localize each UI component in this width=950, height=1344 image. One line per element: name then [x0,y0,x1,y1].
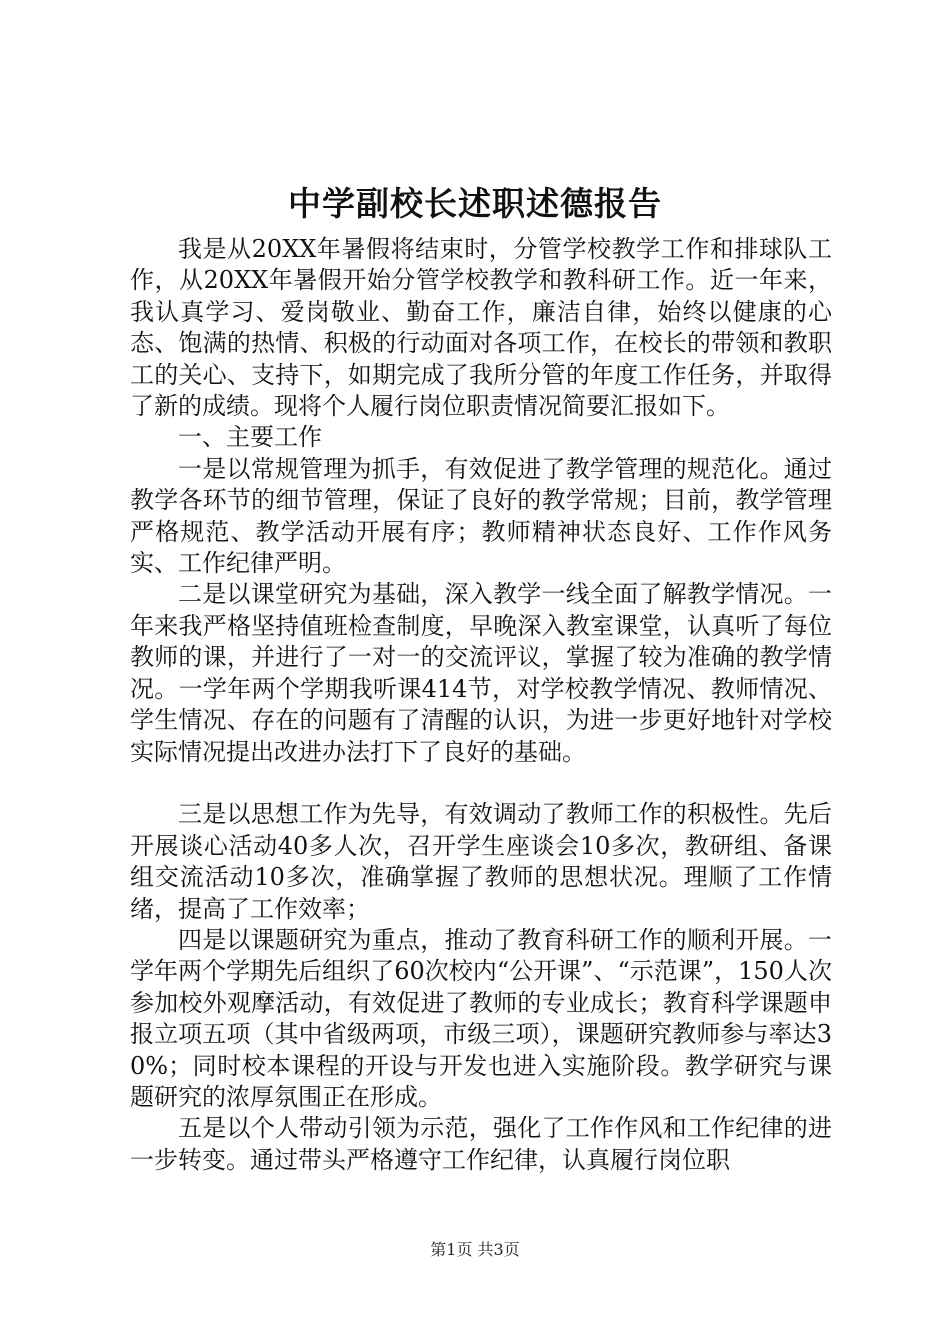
document-body [130,234,832,1176]
paragraph-item-1: 一是以常规管理为抓手，有效促进了教学管理的规范化。通过教学各环节的细节管理，保证了良好的教学常规；目前，教学管理严格规范、教学活动开展有序；教师精神状态良好、工作作风务实、工作纪律严明。 [130,454,832,578]
blank-line [130,768,832,799]
paragraph-item-5: 五是以个人带动引领为示范，强化了工作作风和工作纪律的进一步转变。通过带头严格遵守工作纪律，认真履行岗位职 [130,1114,832,1174]
paragraph-intro: 我是从20XX年暑假将结束时，分管学校教学工作和排球队工作，从20XX年暑假开始分管学校教学和教科研工作。近一年来，我认真学习、爱岗敬业、勤奋工作，廉洁自律，始终以健康的心态、饱满的热情、积极的行动面对各项工作，在校长的带领和教职工的关心、支持下，如期完成了我所分管的年度工作任务，并取得了新的成绩。现将个人履行岗位职责情况简要汇报如下。 [130,235,832,421]
document-title: 中学副校长述职述德报告 [288,184,662,223]
paragraph-item-2: 二是以课堂研究为基础，深入教学一线全面了解教学情况。一年来我严格坚持值班检查制度，早晚深入教室课堂，认真听了每位教师的课，并进行了一对一的交流评议，掌握了较为准确的教学情况。一学年两个学期我听课414节，对学校教学情况、教师情况、学生情况、存在的问题有了清醒的认识，为进一步更好地针对学校实际情况提出改进办法打下了良好的基础。 [130,580,832,766]
paragraph-item-3: 三是以思想工作为先导，有效调动了教师工作的积极性。先后开展谈心活动40多人次，召开学生座谈会10多次，教研组、备课组交流活动10多次，准确掌握了教师的思想状况。理顺了工作情绪，提高了工作效率； [130,800,832,923]
section-heading: 一、主要工作 [178,423,322,452]
page-number: 第1页 共3页 [430,1240,520,1259]
paragraph-item-4: 四是以课题研究为重点，推动了教育科研工作的顺利开展。一学年两个学期先后组织了60次校内“公开课”、“示范课”，150人次参加校外观摩活动，有效促进了教师的专业成长；教育科学课题申报立项五项（其中省级两项，市级三项），课题研究教师参与率达30%；同时校本课程的开设与开发也进入实施阶段。教学研究与课题研究的浓厚氛围正在形成。 [130,925,832,1111]
